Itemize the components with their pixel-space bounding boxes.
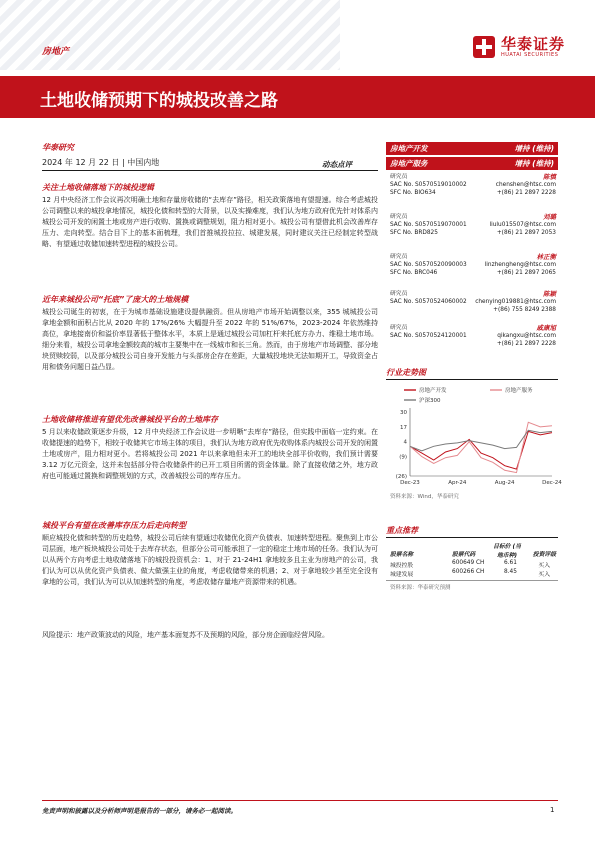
analyst-phone: +(86) 21 2897 2053 [496,230,556,236]
stock-code: 600649 CH [452,560,485,566]
x-tick-label: Dec-24 [542,480,562,486]
rating-sector: 房地产服务 [390,159,428,168]
analyst-role: 研究员 [390,291,408,297]
x-tick-label: Apr-24 [448,480,467,486]
series-line [410,430,552,451]
picks-rule [386,537,558,538]
analyst-card [386,173,558,197]
analyst-card [386,213,558,237]
picks-source: 资料来源：华泰研究预测 [390,585,451,591]
section-4 [42,520,378,588]
logo-cn-text: 华泰证券 [500,35,565,53]
y-tick-label: (26) [395,474,407,480]
sector-label: 房地产 [42,47,70,57]
section-heading: 近年来城投公司“托底”了庞大的土地规模 [42,295,189,304]
section-heading: 关注土地收储落地下的城投逻辑 [42,183,154,192]
report-region: 中国内地 [127,158,160,167]
brand-logo [473,36,565,58]
logo-mark-icon [473,36,495,58]
rating-row-dev [386,142,558,155]
picks-heading: 重点推荐 [386,526,418,535]
report-type: 动态点评 [322,160,352,169]
logo-en-text: HUATAI SECURITIES [500,52,559,58]
analyst-email[interactable]: linzhengheng@htsc.com [484,262,556,268]
analyst-sac: SAC No. S0570520090003 [390,262,467,268]
report-date-line: 2024 年 12 月 22 日 | 中国内地 [42,158,160,167]
analyst-sac: SAC No. S0570519070001 [390,222,467,228]
section-3 [42,414,378,482]
analyst-role: 研究员 [390,325,408,331]
analyst-name: 林正衡 [536,253,556,261]
y-tick-label: 4 [403,439,407,446]
analyst-sfc: SFC No. BRD825 [390,230,438,236]
y-tick-label: 30 [400,410,407,416]
y-tick-label: (9) [399,454,407,461]
section-heading: 城投平台有望在改善库存压力后走向转型 [42,521,186,530]
analyst-card [386,253,558,277]
analyst-email[interactable]: chenshen@htsc.com [495,182,556,188]
legend-label: 房地产开发 [419,388,447,394]
section-body: 12 月中央经济工作会议再次明确土地和存量房收储的“去库存”路径，相关政策落地有望提速。综合考虑城投公司调整以来的城投拿地情况，城投化债和转型的大背景，以及实操难度，我们认为地方政府优先针对体系内城投公司开发的闲置土地或房产进行收购、置换或调整规划，阻力相对更小。城投公司有望借此机会改善库存压力、走向转型。结合目下上的基本面梳理，我们首推城投拉拉、城建发展，同时建议关注已经制定转型战略、有望通过收储加速转型进程的城投公司。 [42,196,378,248]
series-line [410,431,552,469]
table-row [386,568,558,577]
header-decoration [0,0,340,70]
chart-heading: 行业走势图 [386,368,426,377]
chart-rule [386,379,558,380]
picks-bottom-rule [386,580,558,581]
analyst-name: 陈颖 [543,290,556,298]
report-title: 土地收储预期下的城投改善之路 [40,91,278,111]
analyst-sac: SAC No. S0570524120001 [390,333,467,339]
x-tick-label: Aug-24 [494,480,515,486]
y-tick-label: 17 [400,424,407,431]
x-tick-label: Dec-23 [400,480,420,486]
analyst-email[interactable]: liulu015507@htsc.com [489,222,556,228]
stock-name: 城建发展 [390,572,414,578]
analyst-role: 研究员 [390,254,408,260]
rating-sector: 房地产开发 [390,144,428,153]
chart-plot [396,408,563,486]
col-header: 股票代码 [452,552,476,558]
analyst-sfc: SFC No. BRC046 [390,270,438,276]
stock-rating: 买入 [538,572,550,578]
analyst-email[interactable]: qikangxu@htsc.com [497,333,556,339]
report-date: 2024 年 12 月 22 日 [42,158,120,167]
section-heading: 土地收储将推进有望优先改善城投平台的土地库存 [42,415,218,424]
legend-label: 房地产服务 [505,388,533,394]
col-header: 目标价 (当地币种) [493,544,521,559]
table-row [386,559,558,568]
analyst-sac: SAC No. S0570524060002 [390,299,467,305]
analyst-phone: +(86) 21 2897 2228 [496,190,556,196]
risk-warning [42,630,378,641]
analyst-sac: SAC No. S0570519010002 [390,182,467,188]
analyst-phone: +(86) 21 2897 2065 [496,270,556,276]
stock-rating: 买入 [538,563,550,569]
page-number: 1 [550,806,555,814]
analyst-phone: +(86) 755 8249 2388 [493,307,556,313]
section-1 [42,182,378,250]
stock-code: 600266 CH [452,569,485,575]
risk-warning-body: 风险提示：地产政策波动的风险，地产基本面复苏不及预期的风险，部分房企面临经营风险。 [42,631,329,639]
analyst-phone: +(86) 21 2897 2228 [496,341,556,347]
col-header: 投资评级 [532,552,556,558]
rating-row-service [386,157,558,170]
section-2 [42,294,378,373]
analyst-card [386,324,558,348]
analyst-role: 研究员 [390,214,408,220]
stock-target: 8.45 [504,569,517,575]
footer-rule [42,800,558,801]
rating-value: 增持 (维持) [514,159,554,168]
analyst-name: 戚康旭 [536,324,556,332]
analyst-name: 刘璐 [543,213,556,221]
analyst-role: 研究员 [390,174,408,180]
section-body: 5 月以来收储政策逐步升级，12 月中央经济工作会议进一步明晰“去库存”路径，但实践中面临一定约束。在收储提速的趋势下，相较于收储其它市场主体的项目，我们认为地方政府优先收购体系内城投公司开发的闲置土地或房产，阻力相对更小。若将城投公司 2021 年以来拿地但未开工的地块全部平价收购，我们预计需要 3.12 万亿元资金，这并未包括部分符合收储条件的已开工项目所需的资金体量。除了直接收储之外，地方政府也可能通过置换和调整规划的方式，改善城投公司的库存压力。 [42,428,378,480]
legend-label: 沪深300 [419,398,441,404]
picks-table [386,541,558,577]
section-body: 顺应城投化债和转型的历史趋势，城投公司后续有望通过收储优化资产负债表、加速转型进程。聚焦到上市公司层面，地产板块城投公司处于去库存状态，但部分公司可能承担了一定的稳定土地市场的任务。我们认为可以从两个方向考虑土地收储落地下的城投投资机会：1、对于 21-24H1 拿地较多且主业为房地产的公司，我们认为可以从优化资产负债表、做大做强主业的角度，考虑收储带来的机遇；2、对于拿地较少甚至完全没有拿地的公司，我们认为可以从加速转型的角度，考虑收储存量地产资源带来的机遇。 [42,534,378,586]
picks-header-row [386,541,558,559]
stock-name: 城投控股 [390,563,414,569]
research-label: 华泰研究 [42,143,74,152]
analyst-email[interactable]: chenying019881@htsc.com [475,299,556,305]
stock-target: 6.61 [504,560,517,566]
rating-value: 增持 (维持) [514,144,554,153]
chart-legend [404,386,533,404]
analyst-sfc: SFC No. BIO634 [390,190,436,196]
chart-source: 资料来源：Wind，华泰研究 [390,494,459,500]
section-body: 城投公司诞生的初衷，在于为城市基础设施建设提供融资。但从房地产市场开始调整以来，355 城城投公司拿地金额和面积占比从 2020 年的 17%/26% 大幅提升至 2022 年的 51%/67%，2023-2024 年依然维持高位，拿地接南价和溢价率显著低于整体水平，本质上是通过城投公司加杠杆来托底方办力、维稳土地市场。细分来看，城投公司拿地金额较高的城市主要集中在一线城市和长三角。然而，由于房地产市场调整、部分地块贸赎较弱，以及部分城投公司自身开发能力与头部房企存在差距，大量城投地块无法如期开工，导致资金占用和债务问题日益凸显。 [42,308,378,371]
col-header: 股票名称 [390,552,414,558]
left-rule [42,170,378,171]
footer-disclaimer: 免责声明和披露以及分析师声明是报告的一部分，请务必一起阅读。 [42,807,237,815]
industry-trend-chart [386,382,562,490]
analyst-card [386,290,558,314]
analyst-name: 陈慎 [543,173,556,181]
